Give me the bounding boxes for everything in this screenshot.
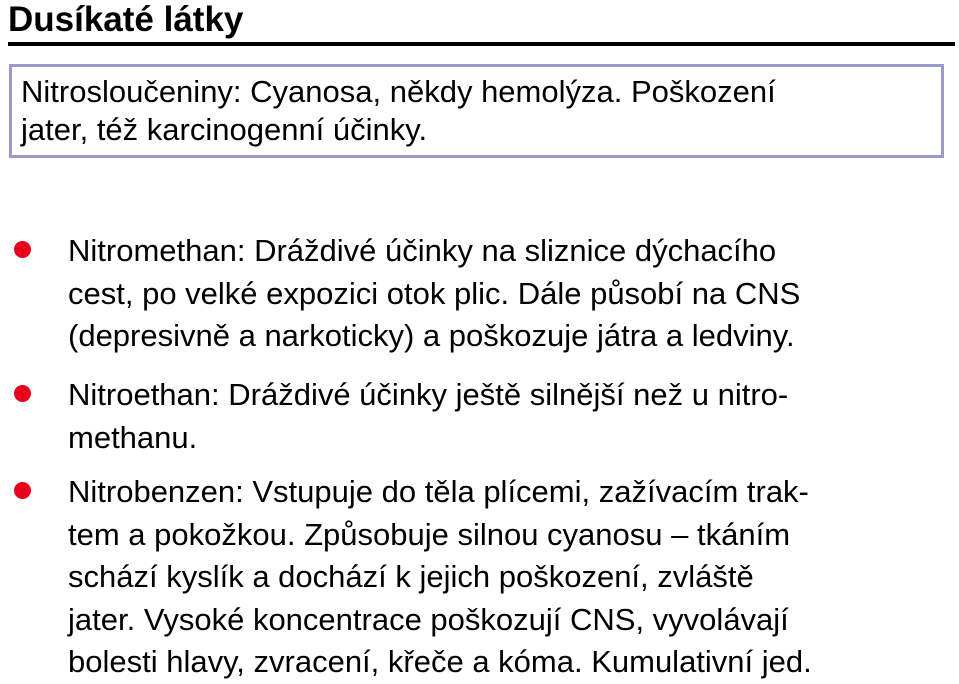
list-item-text	[68, 230, 948, 358]
bullet-dot-icon	[14, 482, 31, 499]
callout-box	[9, 64, 944, 158]
callout-line: jater, též karcinogenní účinky.	[21, 112, 428, 147]
callout-text	[21, 73, 936, 149]
bullet-dot-icon	[14, 385, 31, 402]
list-item-text	[68, 471, 948, 684]
text-line: tem a pokožkou. Způsobuje silnou cyanosu – tkáním	[68, 516, 791, 552]
callout-line: Nitrosloučeniny: Cyanosa, někdy hemolýza. Poškození	[21, 74, 776, 109]
text-line: cest, po velké expozici otok plic. Dále působí na CNS	[68, 275, 801, 311]
text-line: Nitromethan: Dráždivé účinky na sliznice dýchacího	[68, 233, 777, 268]
text-line: bolesti hlavy, zvracení, křeče a kóma. Kumulativní jed.	[68, 644, 812, 679]
bullet-dot-icon	[14, 241, 31, 258]
text-line: jater. Vysoké koncentrace poškozují CNS, vyvolávají	[68, 601, 789, 637]
page-title: Dusíkaté látky	[8, 0, 244, 39]
text-line: schází kyslík a dochází k jejich poškození, zvláště	[68, 559, 754, 594]
text-line: (depresivně a narkoticky) a poškozuje játra a ledviny.	[68, 318, 795, 353]
title-underline	[8, 42, 955, 46]
text-line: Nitrobenzen: Vstupuje do těla plícemi, zažívacím trak-	[68, 474, 809, 509]
text-line: methanu.	[68, 419, 198, 455]
text-line: Nitroethan: Dráždivé účinky ještě silnější než u nitro-	[68, 377, 789, 412]
list-item-text	[68, 374, 948, 459]
